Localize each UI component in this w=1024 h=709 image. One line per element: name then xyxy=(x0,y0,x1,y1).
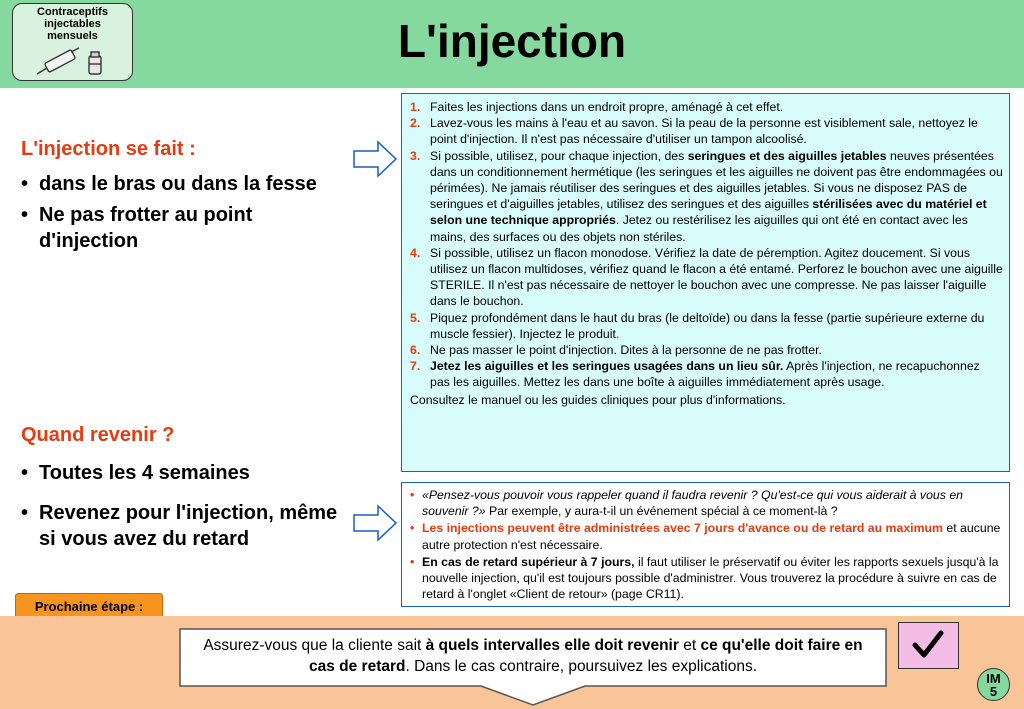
injection-steps-panel xyxy=(401,93,1010,472)
list-item xyxy=(21,171,381,197)
bullet-text: Toutes les 4 semaines xyxy=(39,462,250,484)
info-item xyxy=(410,487,1003,519)
text-run: . Jetez ou restérilisez les aiguilles qui ont été en contact avec les mains, des surfaces ou des objets non stériles. xyxy=(430,213,968,244)
callout-part: . Dans le cas contraire, poursuivez les explications. xyxy=(405,658,757,675)
callout-text xyxy=(189,635,877,677)
right-arrow-icon xyxy=(352,140,398,178)
text-run: Après l'injection, ne recapuchonnez pas les aiguilles. Mettez les dans une boîte à aiguilles immédiatement après usage. xyxy=(430,359,980,390)
step-item xyxy=(410,310,1003,342)
step-number: 7. xyxy=(410,359,421,374)
step-number: 4. xyxy=(410,245,421,260)
step-item xyxy=(410,115,1003,147)
checkmark-icon xyxy=(899,623,957,667)
bullet-text: Revenez pour l'injection, même si vous avez du retard xyxy=(39,502,338,550)
step-number: 3. xyxy=(410,148,421,163)
bullet-icon: • xyxy=(410,554,415,569)
info-item xyxy=(410,554,1003,603)
text-run: il faut utiliser le préservatif ou éviter les rapports sexuels jusqu'à la nouvelle injection, qu'il est toujours possible d'administrer. Vous trouverez la procédure à suivre en cas de retard à l'onglet «Client de retour» (page CR11). xyxy=(422,554,999,602)
text-run: stérilisées avec du matériel et selon une technique appropriés xyxy=(430,197,987,228)
bullet-icon: • xyxy=(21,204,29,226)
text-run: Faites les injections dans un endroit propre, aménagé à cet effet. xyxy=(430,100,784,114)
text-run: Piquez profondément dans le haut du bras (le deltoïde) ou dans la fesse (partie supérieure externe du muscle fessier). Injectez le produit. xyxy=(430,310,985,341)
step-number: 1. xyxy=(410,100,421,114)
step-item xyxy=(410,99,1003,115)
page-badge xyxy=(977,668,1010,701)
bullet-icon: • xyxy=(21,502,29,524)
step-number: 2. xyxy=(410,116,421,131)
right-arrow-icon xyxy=(352,504,398,542)
list-item xyxy=(21,460,351,486)
text-run: neuves présentées dans un conditionnement hermétique (les seringues et les aiguilles ne doivent pas être endommagées ou périmées). Ne jamais réutiliser des seringues et des aiguilles jetables. Si vous ne disposez PAS de seringues et d'aiguilles jetables, utilisez des seringues et des aiguilles xyxy=(430,148,1003,212)
next-step-button[interactable]: Prochaine étape : xyxy=(15,593,163,621)
step-item xyxy=(410,358,1003,390)
check-button[interactable] xyxy=(898,622,959,669)
step-item xyxy=(410,342,1003,358)
consult-note: Consultez le manuel ou les guides cliniques pour plus d'informations. xyxy=(410,392,786,407)
return-info-list xyxy=(410,487,1003,602)
logo-line: mensuels xyxy=(47,30,98,42)
steps-list xyxy=(410,99,1003,391)
bullet-icon: • xyxy=(410,488,415,502)
badge-code: IM xyxy=(986,671,1001,686)
step-item xyxy=(410,148,1003,245)
info-item xyxy=(410,520,1003,552)
text-run: Si possible, utilisez, pour chaque injection, des xyxy=(430,148,688,163)
step-item xyxy=(410,245,1003,310)
text-run: seringues et des aiguilles jetables xyxy=(687,148,887,163)
bullet-text: Ne pas frotter au point d'injection xyxy=(39,204,253,252)
callout-part: et xyxy=(678,637,701,654)
text-run: Par exemple, y aura-t-il un événement spécial à ce moment-là ? xyxy=(485,504,838,519)
return-info-panel xyxy=(401,482,1010,607)
bullet-icon: • xyxy=(21,173,29,195)
text-run: Les injections peuvent être administrées avec 7 jours d'avance ou de retard au maximum xyxy=(422,521,943,536)
callout-part: Assurez-vous que la cliente sait xyxy=(203,637,426,654)
bullet-text: dans le bras ou dans la fesse xyxy=(39,173,317,195)
logo-line: Contraceptifs xyxy=(37,6,108,18)
page-title: L'injection xyxy=(397,15,627,67)
text-run: Lavez-vous les mains à l'eau et au savon. Si la peau de la personne est visiblement sale, nettoyez le point d'injection. Il n'est pas nécessaire d'utiliser un tampon alcoolisé. xyxy=(430,116,978,147)
callout-bold: à quels intervalles elle doit revenir xyxy=(425,637,679,654)
text-run: Si possible, utilisez un flacon monodose. Vérifiez la date de péremption. Agitez doucement. Si vous utilisez un flacon multidoses, vérifiez quand le flacon a été entamé. Perforez le bouchon avec une aiguille STERILE. Il n'est pas nécessaire de nettoyer le bouchon avec une compresse. Ne pas laisser l'aiguille dans le bouchon. xyxy=(430,245,1003,309)
list-item xyxy=(21,202,331,254)
text-run: «Pensez-vous pouvoir vous rappeler quand il faudra revenir ? Qu'est-ce qui vous aiderait à vous en souvenir ?» xyxy=(422,488,963,519)
badge-number: 5 xyxy=(989,684,998,699)
logo-line: injectables xyxy=(44,18,101,30)
return-heading: Quand revenir ? xyxy=(21,424,175,446)
text-run: et aucune autre protection n'est nécessaire. xyxy=(422,521,1001,552)
text-run: Jetez les aiguilles et les seringues usagées dans un lieu sûr. xyxy=(430,359,784,374)
step-number: 5. xyxy=(410,310,421,325)
bullet-icon: • xyxy=(410,521,415,536)
bullet-icon: • xyxy=(21,462,29,484)
text-run: Ne pas masser le point d'injection. Dites à la personne de ne pas frotter. xyxy=(430,343,822,358)
text-run: En cas de retard supérieur à 7 jours, xyxy=(422,554,635,569)
step-number: 6. xyxy=(410,343,421,358)
callout-bold: ce qu'elle doit faire en cas de retard xyxy=(309,637,863,675)
list-item xyxy=(21,500,341,552)
injection-heading: L'injection se fait : xyxy=(21,138,196,160)
